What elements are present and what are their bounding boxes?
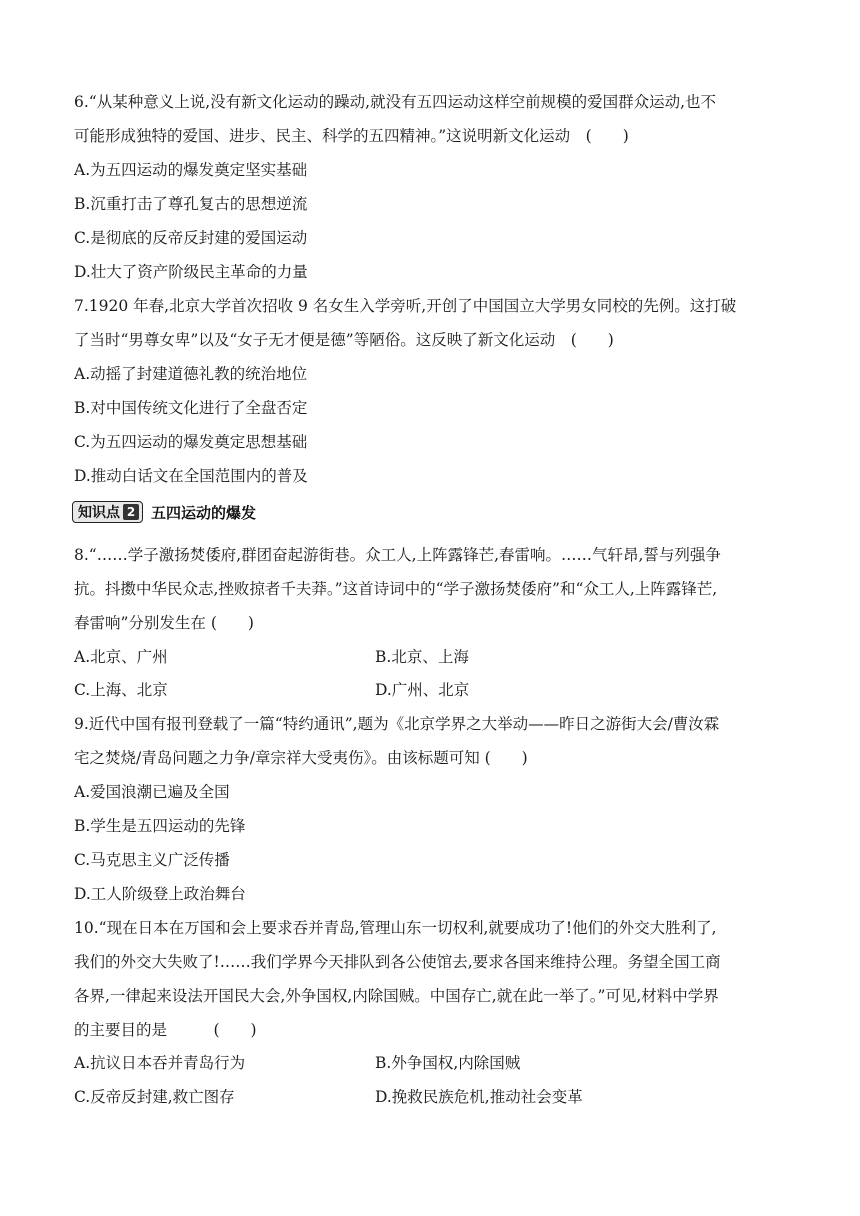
question-10-option-b: B.外争国权,内除国贼 [375, 1054, 521, 1072]
question-9-option-a: A.爱国浪潮已遍及全国 [74, 783, 230, 801]
question-6-option-a: A.为五四运动的爆发奠定坚实基础 [74, 161, 308, 179]
question-6-option-b: B.沉重打击了尊孔复古的思想逆流 [74, 195, 308, 213]
badge-number: 2 [123, 504, 139, 520]
question-8-stem-line-2: 抗。抖擞中华民众志,挫败掠者千夫莽。”这首诗词中的“学子激扬焚倭府”和“众工人,上阵露锋芒, [74, 580, 718, 598]
question-10-option-c: C.反帝反封建,救亡图存 [74, 1088, 235, 1106]
question-9-stem-line-2: 宅之焚烧/青岛问题之力争/章宗祥大受夷伤》。由该标题可知 ( ) [74, 749, 528, 767]
question-7-option-d: D.推动白话文在全国范围内的普及 [74, 467, 308, 485]
question-10-stem-line-2: 我们的外交大失败了!……我们学界今天排队到各公使馆去,要求各国来维持公理。务望全国工商 [74, 953, 721, 971]
question-9-stem-line-1: 9.近代中国有报刊登载了一篇“特约通讯”,题为《北京学界之大举动——昨日之游街大会/曹汝霖 [74, 715, 720, 733]
question-6-stem-line-1: 6.“从某种意义上说,没有新文化运动的躁动,就没有五四运动这样空前规模的爱国群众运动,也不 [74, 93, 716, 111]
question-6-option-c: C.是彻底的反帝反封建的爱国运动 [74, 229, 308, 247]
question-8-option-b: B.北京、上海 [375, 648, 469, 666]
question-9-option-b: B.学生是五四运动的先锋 [74, 817, 246, 835]
question-8-stem-line-3: 春雷响”分别发生在 ( ) [74, 614, 254, 632]
question-10-option-d: D.挽救民族危机,推动社会变革 [375, 1088, 583, 1106]
question-8-stem-line-1: 8.“……学子激扬焚倭府,群团奋起游街巷。众工人,上阵露锋芒,春雷响。……气轩昂,誓与列强争 [74, 546, 721, 564]
question-7-stem-line-2: 了当时“男尊女卑”以及“女子无才便是德”等陋俗。这反映了新文化运动 ( ) [74, 331, 614, 349]
question-8-option-d: D.广州、北京 [375, 681, 470, 699]
question-10-stem-line-4: 的主要目的是 ( ) [74, 1021, 257, 1039]
badge-label: 知识点 [78, 505, 120, 521]
question-9-option-c: C.马克思主义广泛传播 [74, 851, 230, 869]
question-7-option-c: C.为五四运动的爆发奠定思想基础 [74, 433, 308, 451]
question-10-option-a: A.抗议日本吞并青岛行为 [74, 1054, 246, 1072]
question-7-option-a: A.动摇了封建道德礼教的统治地位 [74, 365, 308, 383]
question-7-stem-line-1: 7.1920 年春,北京大学首次招收 9 名女生入学旁听,开创了中国国立大学男女同校的先例。这打破 [74, 297, 737, 315]
question-10-stem-line-3: 各界,一律起来设法开国民大会,外争国权,内除国贼。中国存亡,就在此一举了。”可见,材料中学界 [74, 987, 719, 1005]
section-header [72, 499, 256, 525]
question-9-option-d: D.工人阶级登上政治舞台 [74, 885, 246, 903]
knowledge-point-badge [72, 501, 143, 523]
question-6-option-d: D.壮大了资产阶级民主革命的力量 [74, 263, 308, 281]
question-7-option-b: B.对中国传统文化进行了全盘否定 [74, 399, 308, 417]
question-6-stem-line-2: 可能形成独特的爱国、进步、民主、科学的五四精神。”这说明新文化运动 ( ) [74, 127, 629, 145]
section-title: 五四运动的爆发 [151, 503, 257, 522]
question-8-option-c: C.上海、北京 [74, 681, 168, 699]
question-8-option-a: A.北京、广州 [74, 648, 168, 666]
question-10-stem-line-1: 10.“现在日本在万国和会上要求吞并青岛,管理山东一切权利,就要成功了!他们的外交大胜利了, [74, 919, 717, 937]
